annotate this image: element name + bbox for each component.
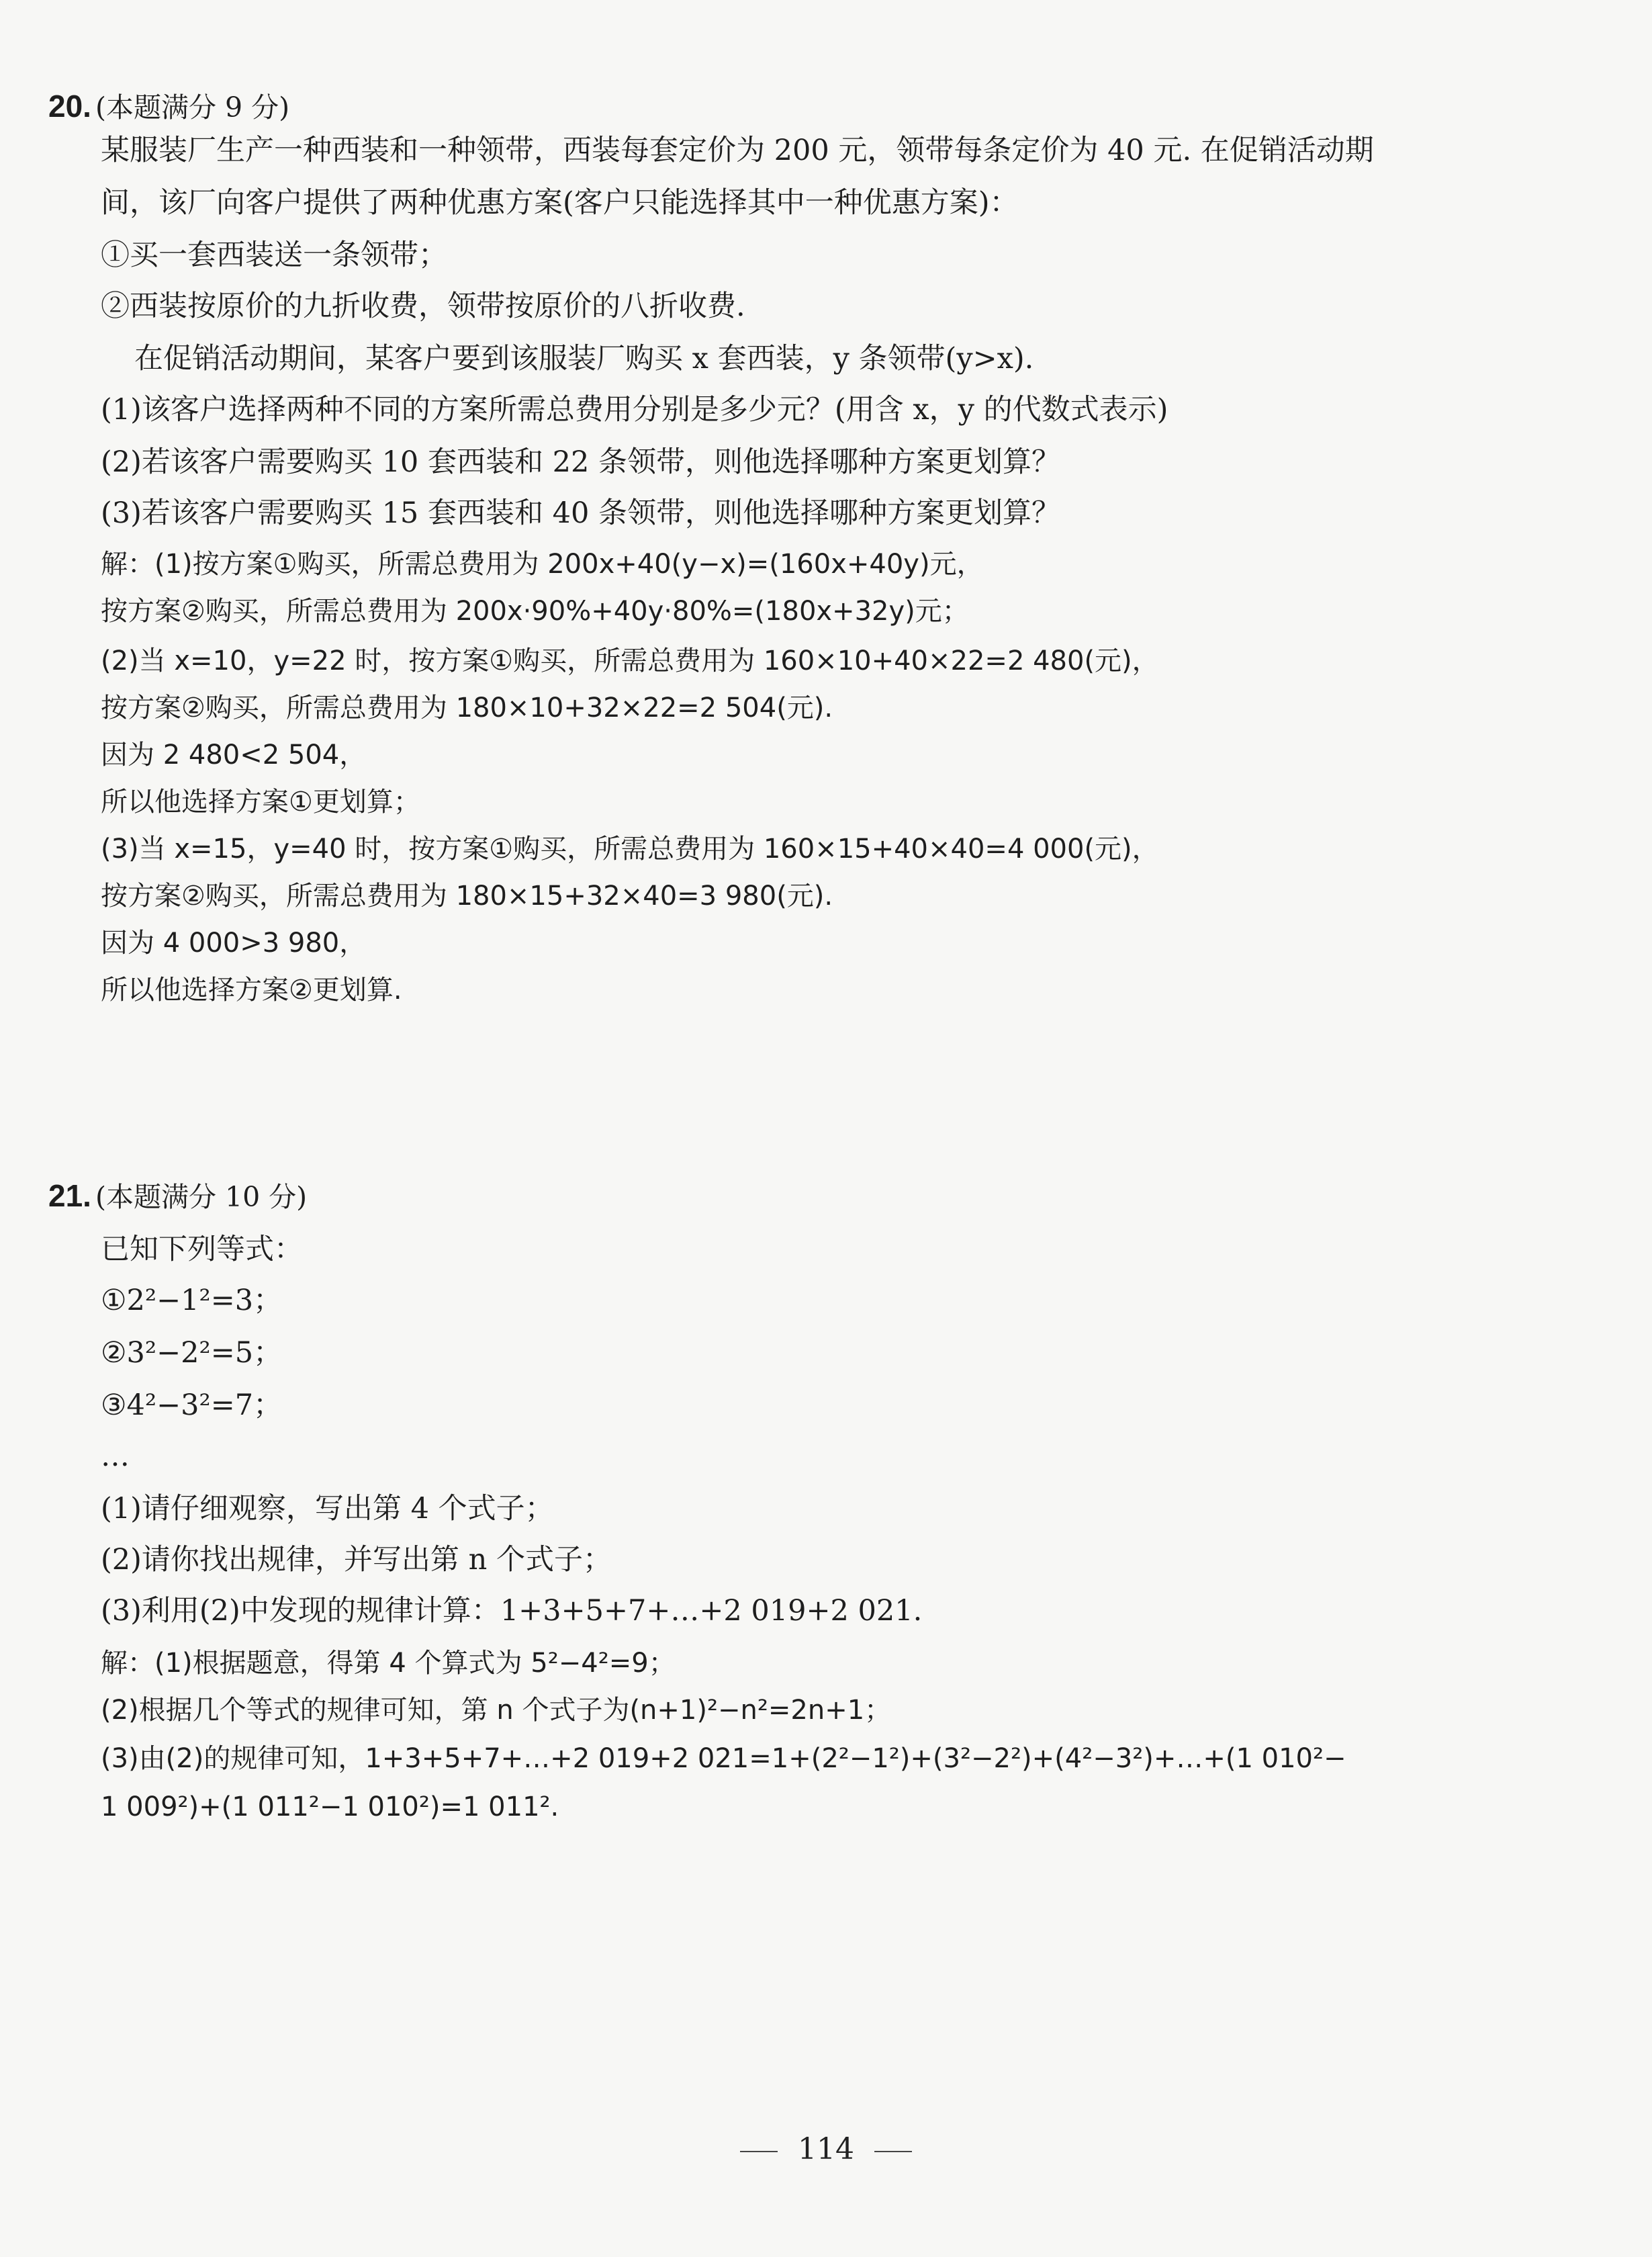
q21-text-line: 已知下列等式： (101, 1233, 303, 1266)
q20-number: 20. (48, 89, 91, 124)
q20-text-line: 间，该厂向客户提供了两种优惠方案(客户只能选择其中一种优惠方案)： (101, 186, 1019, 220)
q21-solution-line: (2)根据几个等式的规律可知，第 n 个式子为(n+1)²−n²=2n+1； (101, 1695, 892, 1726)
q21-solution-line: (3)由(2)的规律可知，1+3+5+7+…+2 019+2 021=1+(2²−1²)+(3²−2²)+(4²−3²)+…+(1 010²− (101, 1743, 1346, 1774)
q21-number: 21. (48, 1178, 91, 1213)
page-footer (0, 2131, 1652, 2168)
q20-solution-line: 解：(1)按方案①购买，所需总费用为 200x+40(y−x)=(160x+40y)元， (101, 549, 984, 580)
q21-solution-line: 解：(1)根据题意，得第 4 个算式为 5²−4²=9； (101, 1648, 676, 1679)
q20-solution-line: 按方案②购买，所需总费用为 180×15+32×40=3 980(元). (101, 881, 833, 912)
q21-equation-1: ①2²−1²=3； (101, 1284, 283, 1317)
q20-text-line: 某服装厂生产一种西装和一种领带，西装每套定价为 200 元，领带每条定价为 40 元. 在促销活动期 (101, 134, 1374, 167)
q20-solution-line: 按方案②购买，所需总费用为 180×10+32×22=2 504(元). (101, 693, 833, 723)
q21-points: (本题满分 10 分) (95, 1181, 308, 1213)
q20-solution-line: 所以他选择方案①更划算； (101, 787, 420, 817)
q20-solution-line: 所以他选择方案②更划算. (101, 975, 402, 1006)
q20-subquestion-1: (1)该客户选择两种不同的方案所需总费用分别是多少元？(用含 x，y 的代数式表示) (101, 393, 1168, 427)
q20-option-2: ②西装按原价的九折收费，领带按原价的八折收费. (101, 290, 745, 323)
q20-points: (本题满分 9 分) (95, 91, 290, 124)
q21-subquestion-1: (1)请仔细观察，写出第 4 个式子； (101, 1492, 554, 1525)
q20-solution-line: (2)当 x=10，y=22 时，按方案①购买，所需总费用为 160×10+40×22=2 480(元)， (101, 646, 1159, 676)
q21-header (48, 1177, 307, 1216)
footer-dash-left (740, 2151, 778, 2152)
q20-option-1: ①买一套西装送一条领带； (101, 238, 447, 272)
page-number: 114 (798, 2132, 854, 2166)
footer-dash-right (874, 2151, 912, 2152)
q21-equation-3: ③4²−3²=7； (101, 1388, 283, 1422)
q21-solution-line: 1 009²)+(1 011²−1 010²)=1 011². (101, 1791, 559, 1822)
q20-subquestion-3: (3)若该客户需要购买 15 套西装和 40 条领带，则他选择哪种方案更划算？ (101, 496, 1061, 530)
q20-solution-line: 因为 4 000>3 980， (101, 928, 367, 959)
q20-solution-line: 因为 2 480<2 504， (101, 740, 367, 770)
q21-equation-2: ②3²−2²=5； (101, 1336, 283, 1370)
q21-subquestion-3: (3)利用(2)中发现的规律计算：1+3+5+7+…+2 019+2 021. (101, 1594, 923, 1628)
q20-subquestion-2: (2)若该客户需要购买 10 套西装和 22 条领带，则他选择哪种方案更划算？ (101, 445, 1061, 479)
q20-solution-line: 按方案②购买，所需总费用为 200x·90%+40y·80%=(180x+32y)元； (101, 596, 969, 627)
q21-subquestion-2: (2)请你找出规律，并写出第 n 个式子； (101, 1543, 612, 1577)
q20-text-line: 在促销活动期间，某客户要到该服装厂购买 x 套西装，y 条领带(y>x). (134, 342, 1034, 375)
q20-header (48, 87, 289, 126)
q20-solution-line: (3)当 x=15，y=40 时，按方案①购买，所需总费用为 160×15+40×40=4 000(元)， (101, 834, 1159, 865)
q21-ellipsis: … (101, 1440, 130, 1473)
